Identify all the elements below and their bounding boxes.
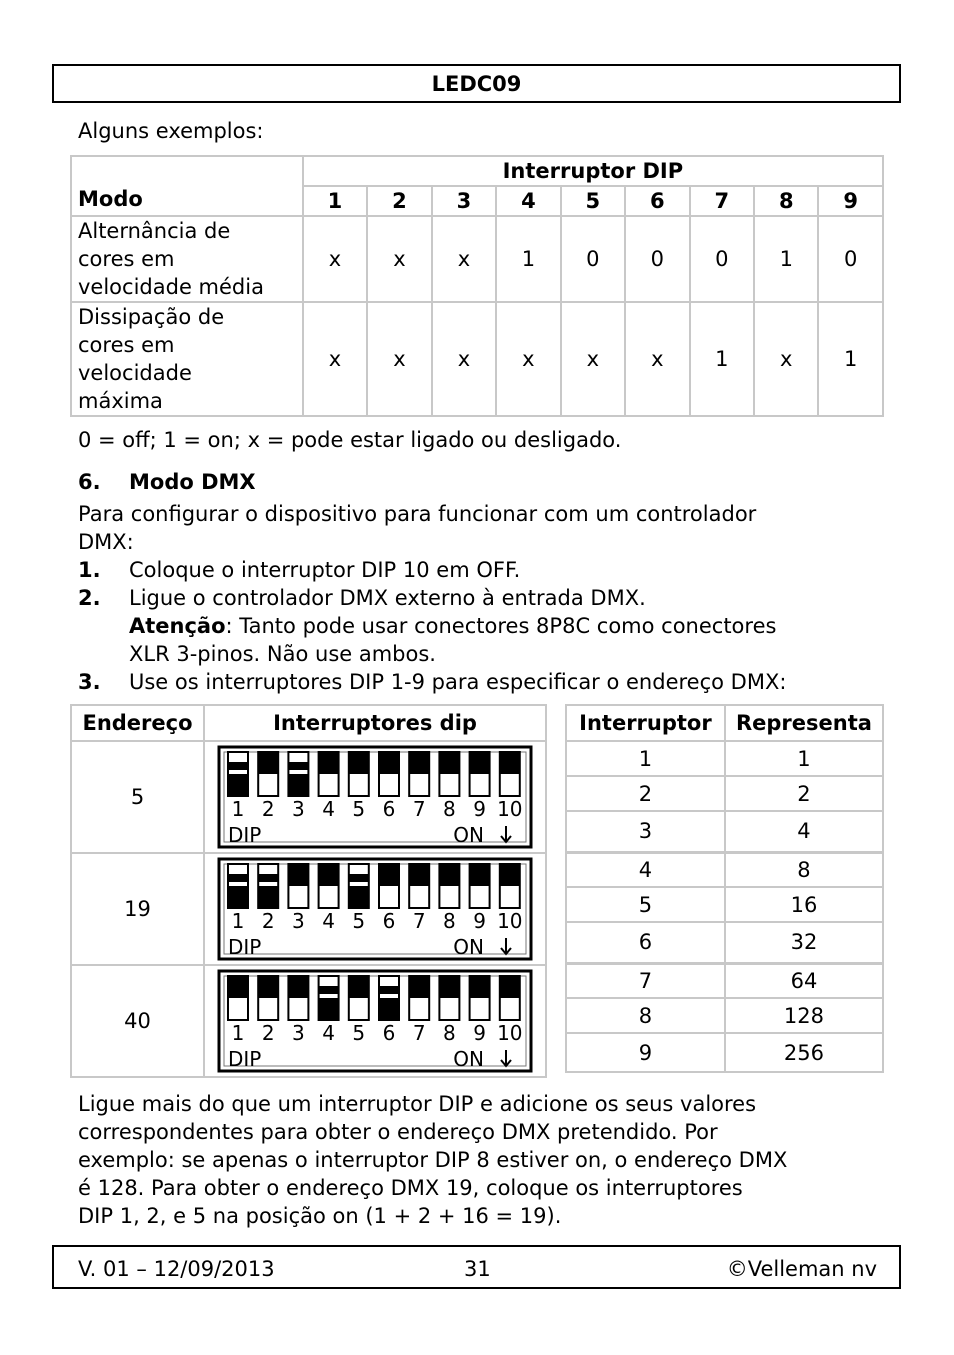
switch-cell: 5 bbox=[566, 887, 725, 922]
switch-number-label: 4 bbox=[322, 1021, 335, 1045]
mode-cell bbox=[71, 302, 303, 416]
mode-line: velocidade média bbox=[78, 275, 264, 299]
dip-switches-header: Interruptores dip bbox=[204, 705, 546, 741]
switch-cell: 3 bbox=[566, 811, 725, 852]
attention-note bbox=[78, 612, 786, 640]
switch-shadow bbox=[409, 990, 429, 998]
value-cell: x bbox=[367, 302, 431, 416]
switch-shadow bbox=[288, 878, 308, 886]
dip-switch-diagram bbox=[216, 968, 534, 1074]
mode-line: máxima bbox=[78, 389, 163, 413]
value-cell: 1 bbox=[725, 741, 883, 776]
switch-number-label: 7 bbox=[412, 797, 426, 821]
closing-paragraph bbox=[78, 1090, 787, 1230]
value-cell: x bbox=[367, 216, 431, 302]
switch-number-label: 8 bbox=[443, 1021, 456, 1045]
switch-number-label: 8 bbox=[443, 909, 456, 933]
switch-lever bbox=[319, 998, 339, 1020]
value-cell: 1 bbox=[818, 302, 883, 416]
switch-value-table bbox=[565, 704, 884, 1073]
switch-shadow bbox=[258, 990, 278, 998]
on-label: ON bbox=[453, 1047, 484, 1071]
table-row bbox=[566, 852, 883, 887]
table-row bbox=[566, 741, 883, 776]
switch-shadow bbox=[409, 766, 429, 774]
switch-shadow bbox=[439, 990, 459, 998]
switch-shadow bbox=[288, 990, 308, 998]
switch-header: Interruptor bbox=[566, 705, 725, 741]
switch-number-label: 5 bbox=[352, 797, 366, 821]
address-cell: 19 bbox=[71, 853, 204, 965]
legend-text: 0 = off; 1 = on; x = pode estar ligado ou desligado. bbox=[78, 428, 622, 452]
footer-copyright: ©Velleman nv bbox=[726, 1257, 877, 1281]
footer-version: V. 01 – 12/09/2013 bbox=[78, 1257, 275, 1281]
value-cell: 0 bbox=[561, 216, 625, 302]
intro-line: Para configurar o dispositivo para funcionar com um controlador bbox=[78, 502, 757, 526]
dip-switch-diagram bbox=[216, 856, 534, 962]
value-cell: 16 bbox=[725, 887, 883, 922]
switch-shadow bbox=[319, 986, 339, 994]
switch-shadow bbox=[439, 878, 459, 886]
value-cell: 0 bbox=[625, 216, 689, 302]
address-cell: 40 bbox=[71, 965, 204, 1077]
switch-shadow bbox=[379, 878, 399, 886]
switch-cell: 1 bbox=[566, 741, 725, 776]
switch-number-label: 3 bbox=[292, 1021, 305, 1045]
dip-diagram-cell bbox=[204, 741, 546, 853]
switch-number-label: 10 bbox=[497, 797, 523, 821]
switch-number-label: 10 bbox=[497, 1021, 523, 1045]
on-label: ON bbox=[453, 935, 484, 959]
footer-page-number: 31 bbox=[464, 1257, 491, 1281]
switch-shadow bbox=[319, 878, 339, 886]
value-cell: 2 bbox=[725, 776, 883, 811]
switch-cell: 9 bbox=[566, 1033, 725, 1072]
col-header: 8 bbox=[754, 186, 818, 216]
mode-header: Modo bbox=[71, 156, 303, 216]
mode-line: Dissipação de bbox=[78, 305, 225, 329]
dip-label: DIP bbox=[228, 935, 262, 959]
dip-label: DIP bbox=[228, 1047, 262, 1071]
table-row bbox=[566, 922, 883, 963]
value-cell: 0 bbox=[818, 216, 883, 302]
switch-number-label: 6 bbox=[382, 1021, 396, 1045]
table-row bbox=[566, 811, 883, 852]
value-cell: 4 bbox=[725, 811, 883, 852]
table-row bbox=[71, 853, 546, 965]
mode-line: Alternância de bbox=[78, 219, 231, 243]
document-header bbox=[52, 64, 901, 103]
document-footer bbox=[52, 1245, 901, 1289]
switch-cell: 8 bbox=[566, 998, 725, 1033]
col-header: 9 bbox=[818, 186, 883, 216]
switch-cell: 2 bbox=[566, 776, 725, 811]
value-cell: 256 bbox=[725, 1033, 883, 1072]
mode-line: cores em bbox=[78, 333, 175, 357]
switch-lever bbox=[228, 774, 248, 796]
switch-shadow bbox=[228, 990, 248, 998]
switch-number-label: 10 bbox=[497, 909, 523, 933]
switch-number-label: 4 bbox=[322, 797, 335, 821]
switch-lever bbox=[379, 998, 399, 1020]
mode-cell bbox=[71, 216, 303, 302]
table-row bbox=[566, 887, 883, 922]
step-number: 1. bbox=[78, 558, 101, 582]
section-intro bbox=[78, 500, 786, 696]
table-row bbox=[71, 965, 546, 1077]
table-row bbox=[71, 216, 883, 302]
switch-shadow bbox=[349, 874, 369, 882]
step-text: Ligue o controlador DMX externo à entrada DMX. bbox=[129, 586, 646, 610]
switch-number-label: 1 bbox=[231, 797, 245, 821]
switch-number-label: 6 bbox=[382, 797, 396, 821]
value-cell: x bbox=[303, 216, 367, 302]
value-cell: x bbox=[496, 302, 560, 416]
mode-line: velocidade bbox=[78, 361, 192, 385]
switch-shadow bbox=[288, 762, 308, 770]
table-row bbox=[566, 998, 883, 1033]
switch-shadow bbox=[258, 766, 278, 774]
table-row bbox=[566, 1033, 883, 1072]
switch-number-label: 2 bbox=[261, 909, 275, 933]
step-item bbox=[78, 668, 786, 696]
closing-line: é 128. Para obter o endereço DMX 19, coloque os interruptores bbox=[78, 1176, 743, 1200]
switch-number-label: 1 bbox=[231, 909, 245, 933]
dip-header: Interruptor DIP bbox=[303, 156, 883, 186]
switch-number-label: 1 bbox=[231, 1021, 245, 1045]
step-text: Use os interruptores DIP 1-9 para especificar o endereço DMX: bbox=[129, 670, 787, 694]
switch-shadow bbox=[439, 766, 459, 774]
closing-line: correspondentes para obter o endereço DMX pretendido. Por bbox=[78, 1120, 718, 1144]
attention-note-cont: XLR 3-pinos. Não use ambos. bbox=[129, 642, 436, 666]
section-number: 6. bbox=[78, 470, 101, 494]
value-cell: 1 bbox=[496, 216, 560, 302]
value-cell: x bbox=[303, 302, 367, 416]
col-header: 3 bbox=[432, 186, 496, 216]
switch-number-label: 4 bbox=[322, 909, 335, 933]
switch-shadow bbox=[470, 990, 490, 998]
represents-header: Representa bbox=[725, 705, 883, 741]
dip-switch-diagram bbox=[216, 744, 534, 850]
step-number: 3. bbox=[78, 670, 101, 694]
switch-cell: 6 bbox=[566, 922, 725, 963]
col-header: 2 bbox=[367, 186, 431, 216]
value-cell: 1 bbox=[690, 302, 754, 416]
switch-number-label: 6 bbox=[382, 909, 396, 933]
section-heading bbox=[78, 468, 256, 496]
closing-line: Ligue mais do que um interruptor DIP e adicione os seus valores bbox=[78, 1092, 757, 1116]
switch-cell: 7 bbox=[566, 963, 725, 998]
value-cell: x bbox=[432, 302, 496, 416]
step-number: 2. bbox=[78, 586, 101, 610]
switch-shadow bbox=[500, 878, 520, 886]
col-header: 1 bbox=[303, 186, 367, 216]
value-cell: x bbox=[625, 302, 689, 416]
switch-number-label: 8 bbox=[443, 797, 456, 821]
switch-shadow bbox=[409, 878, 429, 886]
switch-number-label: 2 bbox=[261, 797, 275, 821]
switch-number-label: 2 bbox=[261, 1021, 275, 1045]
section-title: Modo DMX bbox=[129, 470, 256, 494]
switch-shadow bbox=[349, 990, 369, 998]
switch-shadow bbox=[258, 874, 278, 882]
closing-line: DIP 1, 2, e 5 na posição on (1 + 2 + 16 = 19). bbox=[78, 1204, 562, 1228]
switch-number-label: 7 bbox=[412, 909, 426, 933]
attention-text: : Tanto pode usar conectores 8P8C como conectores bbox=[225, 614, 777, 638]
intro-text: Alguns exemplos: bbox=[78, 119, 264, 143]
switch-lever bbox=[228, 886, 248, 908]
table-row bbox=[71, 302, 883, 416]
examples-table bbox=[70, 155, 884, 417]
switch-shadow bbox=[379, 986, 399, 994]
dip-diagram-cell bbox=[204, 965, 546, 1077]
switch-number-label: 9 bbox=[473, 797, 486, 821]
switch-lever bbox=[258, 886, 278, 908]
closing-line: exemplo: se apenas o interruptor DIP 8 estiver on, o endereço DMX bbox=[78, 1148, 788, 1172]
switch-shadow bbox=[470, 878, 490, 886]
switch-cell: 4 bbox=[566, 852, 725, 887]
value-cell: x bbox=[561, 302, 625, 416]
table-row bbox=[71, 741, 546, 853]
on-label: ON bbox=[453, 823, 484, 847]
dip-label: DIP bbox=[228, 823, 262, 847]
switch-shadow bbox=[349, 766, 369, 774]
switch-shadow bbox=[500, 766, 520, 774]
switch-number-label: 3 bbox=[292, 909, 305, 933]
address-header: Endereço bbox=[71, 705, 204, 741]
attention-label: Atenção bbox=[129, 614, 226, 638]
value-cell: x bbox=[754, 302, 818, 416]
value-cell: 8 bbox=[725, 852, 883, 887]
switch-shadow bbox=[379, 766, 399, 774]
switch-lever bbox=[349, 886, 369, 908]
table-row bbox=[566, 963, 883, 998]
value-cell: 64 bbox=[725, 963, 883, 998]
switch-shadow bbox=[228, 874, 248, 882]
col-header: 5 bbox=[561, 186, 625, 216]
switch-number-label: 5 bbox=[352, 909, 366, 933]
col-header: 6 bbox=[625, 186, 689, 216]
switch-shadow bbox=[500, 990, 520, 998]
step-item bbox=[78, 556, 786, 584]
switch-shadow bbox=[319, 766, 339, 774]
dip-diagram-cell bbox=[204, 853, 546, 965]
header-title: LEDC09 bbox=[431, 71, 522, 96]
col-header: 4 bbox=[496, 186, 560, 216]
step-item bbox=[78, 584, 786, 612]
switch-number-label: 9 bbox=[473, 1021, 486, 1045]
value-cell: 128 bbox=[725, 998, 883, 1033]
value-cell: 32 bbox=[725, 922, 883, 963]
address-table bbox=[70, 704, 547, 1078]
switch-number-label: 9 bbox=[473, 909, 486, 933]
switch-number-label: 5 bbox=[352, 1021, 366, 1045]
switch-number-label: 7 bbox=[412, 1021, 426, 1045]
address-cell: 5 bbox=[71, 741, 204, 853]
switch-number-label: 3 bbox=[292, 797, 305, 821]
mode-line: cores em bbox=[78, 247, 175, 271]
table-row bbox=[566, 776, 883, 811]
intro-line: DMX: bbox=[78, 530, 134, 554]
value-cell: x bbox=[432, 216, 496, 302]
step-text: Coloque o interruptor DIP 10 em OFF. bbox=[129, 558, 521, 582]
value-cell: 0 bbox=[690, 216, 754, 302]
value-cell: 1 bbox=[754, 216, 818, 302]
switch-lever bbox=[288, 774, 308, 796]
switch-shadow bbox=[228, 762, 248, 770]
switch-shadow bbox=[470, 766, 490, 774]
col-header: 7 bbox=[690, 186, 754, 216]
